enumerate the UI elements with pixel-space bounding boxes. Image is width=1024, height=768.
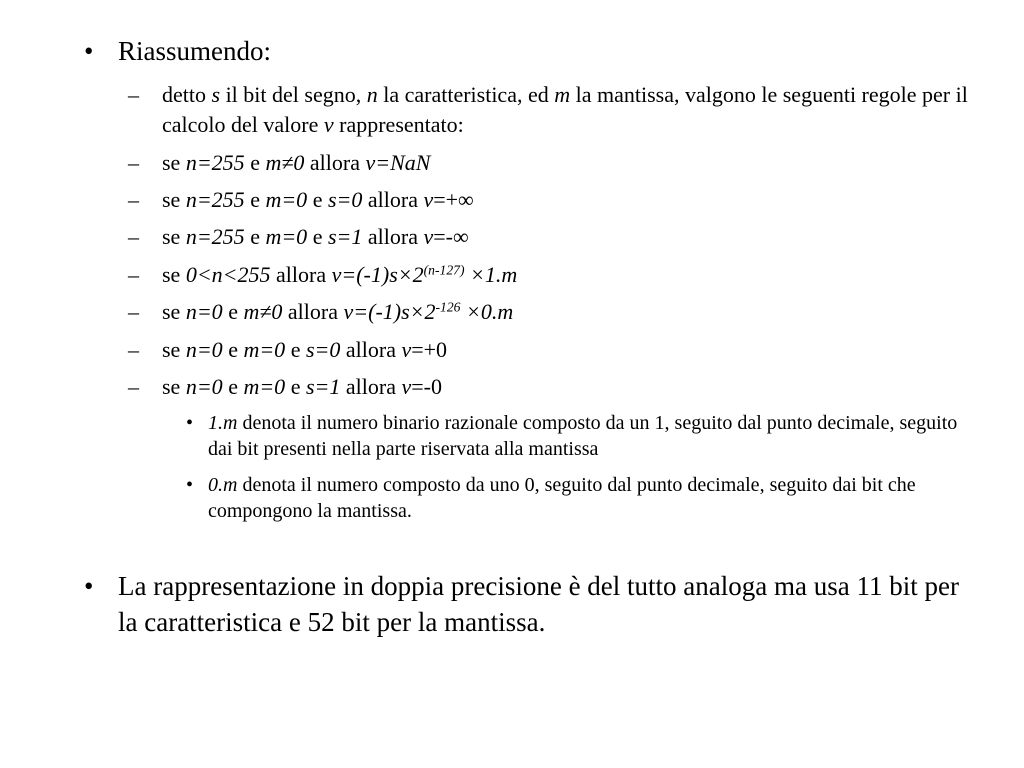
- dash-marker: –: [128, 82, 139, 107]
- rule-intro-text: detto s il bit del segno, n la caratteristica, ed m la mantissa, valgono le seguenti regole per il calcolo del valore v rappresentato:: [162, 82, 968, 137]
- bullet-text: Riassumendo:: [118, 36, 271, 66]
- bullet-text: La rappresentazione in doppia precisione è del tutto analoga ma usa 11 bit per la caratteristica e 52 bit per la mantissa.: [118, 571, 959, 637]
- dash-marker: –: [128, 187, 139, 212]
- bullet-marker: •: [84, 571, 94, 601]
- rule-text: se n=0 e m≠0 allora $v=(-1)s\times 2^{-126} \times 0.m$: [162, 299, 514, 324]
- rule-text: se n=255 e m=0 e s=0 allora v=+∞: [162, 187, 474, 212]
- rule-text: se n=0 e m=0 e s=1 allora v=-0: [162, 374, 442, 399]
- dash-marker: –: [128, 374, 139, 399]
- rule-text: se n=255 e m=0 e s=1 allora v=-∞: [162, 224, 469, 249]
- dash-marker: –: [128, 224, 139, 249]
- sub-bullet-marker: •: [186, 474, 194, 496]
- dash-marker: –: [128, 262, 139, 287]
- rule-text: se 0<n<255 allora $v=(-1)s\times 2^{(n-127)} \times 1.m$: [162, 262, 518, 287]
- rule-text: se n=0 e m=0 e s=0 allora v=+0: [162, 337, 448, 362]
- rule-text: se n=255 e m≠0 allora v=NaN: [162, 150, 431, 175]
- dash-marker: –: [128, 299, 139, 324]
- bullet-marker: •: [84, 36, 94, 66]
- dash-marker: –: [128, 337, 139, 362]
- dash-marker: –: [128, 150, 139, 175]
- note-text: 1.m denota il numero binario razionale composto da un 1, seguito dal punto decimale, seguito dai bit presenti nella parte riservata alla mantissa: [208, 412, 958, 460]
- sub-bullet-marker: •: [186, 412, 194, 434]
- note-text: 0.m denota il numero composto da uno 0, seguito dal punto decimale, seguito dai bit che compongono la mantissa.: [208, 474, 916, 522]
